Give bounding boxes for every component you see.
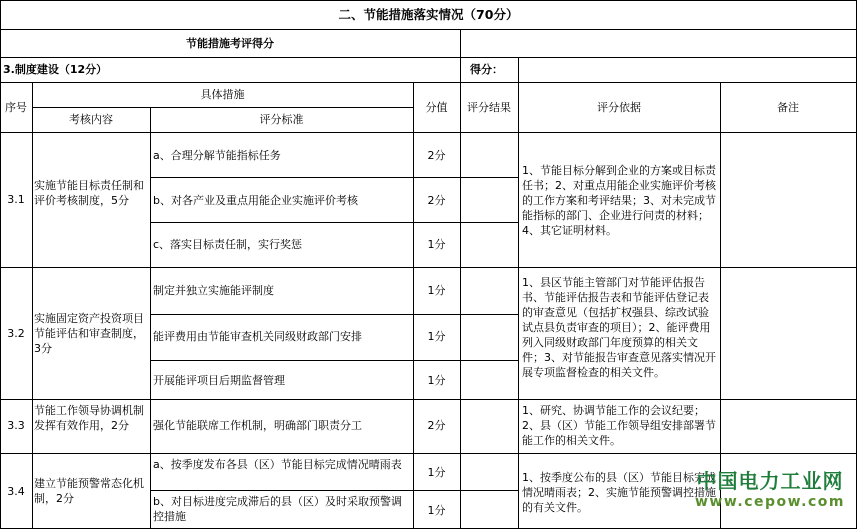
grid-line — [150, 177, 518, 178]
row-seq: 3.3 — [7, 419, 25, 432]
grid-line — [150, 314, 518, 315]
row-seq: 3.1 — [7, 193, 25, 206]
points-value: 1分 — [427, 330, 446, 343]
standard-item: b、对各产业及重点用能企业实施评价考核 — [153, 194, 358, 207]
grid-line — [0, 0, 857, 1]
row-basis: 1、研究、协调节能工作的会议纪要；2、县（区）节能工作领导组安排部署节能工作的相关文件。 — [522, 404, 716, 447]
section-name: 3.制度建设（12分） — [3, 63, 108, 76]
points-value: 2分 — [427, 194, 446, 207]
grid-line — [0, 132, 857, 133]
grid-line — [0, 29, 857, 30]
grid-line — [0, 57, 857, 58]
section-subtitle: 节能措施考评得分 — [186, 37, 274, 50]
watermark-logo — [695, 469, 845, 511]
points-value: 2分 — [427, 419, 446, 432]
standard-item: a、合理分解节能指标任务 — [153, 149, 281, 162]
points-value: 1分 — [427, 238, 446, 251]
watermark-cn: 中国电力工业网 — [696, 469, 844, 493]
row-seq: 3.2 — [7, 327, 25, 340]
row-basis: 1、节能目标分解到企业的方案或目标责任书；2、对重点用能企业实施评价考核的工作方案和考评结果；3、对未完成节能指标的部门、企业进行问责的材料；4、其它证明材料。 — [522, 164, 716, 237]
watermark-url: www.cepow.com — [694, 494, 845, 510]
page-title: 二、节能措施落实情况（70分） — [338, 7, 519, 22]
header-content: 考核内容 — [69, 113, 113, 126]
header-points: 分值 — [425, 101, 448, 114]
grid-line — [150, 490, 518, 491]
points-value: 1分 — [427, 466, 446, 479]
grid-line — [0, 453, 857, 454]
standard-item: b、对目标进度完成滞后的县（区）及时采取预警调控措施 — [153, 495, 402, 523]
grid-line — [32, 82, 33, 529]
grid-line — [0, 82, 857, 83]
grid-line — [150, 222, 518, 223]
standard-item: 能评费用由节能审查机关同级财政部门安排 — [153, 330, 362, 343]
standard-item: 强化节能联席工作机制，明确部门职责分工 — [153, 419, 362, 432]
grid-line — [518, 57, 519, 529]
grid-line — [32, 107, 413, 108]
standard-item: c、落实目标责任制，实行奖惩 — [153, 238, 303, 251]
points-value: 1分 — [427, 504, 446, 517]
grid-line — [0, 0, 1, 529]
grid-line — [720, 82, 721, 529]
standard-item: 开展能评项目后期监督管理 — [153, 374, 285, 387]
row-basis: 1、县区节能主管部门对节能评估报告书、节能评估报告表和节能评估登记表的审查意见（包括扩权强县、综改试验试点县负责审查的项目）；2、能评费用列入同级财政部门年度预算的相关文件；3、对节能报告审查意见落实情况开展专项监督检查的相关文件。 — [522, 276, 716, 379]
row-content: 实施固定资产投资项目节能评估和审查制度，3分 — [34, 312, 144, 355]
row-content: 建立节能预警常态化机制，2分 — [34, 477, 144, 505]
points-value: 2分 — [427, 149, 446, 162]
header-basis: 评分依据 — [597, 101, 641, 114]
header-result: 评分结果 — [467, 101, 511, 114]
header-measures: 具体措施 — [200, 88, 245, 101]
score-label: 得分： — [470, 63, 503, 76]
row-basis: 1、按季度公布的县（区）节能目标完成情况晴雨表；2、实施节能预警调控措施的有关文件。 — [522, 471, 716, 514]
grid-line — [0, 267, 857, 268]
grid-line — [0, 399, 857, 400]
grid-line — [150, 360, 518, 361]
grid-line — [150, 107, 151, 529]
header-seq: 序号 — [5, 101, 27, 114]
points-value: 1分 — [427, 284, 446, 297]
points-value: 1分 — [427, 374, 446, 387]
row-seq: 3.4 — [7, 485, 25, 498]
standard-item: a、按季度发布各县（区）节能目标完成情况晴雨表 — [153, 458, 402, 471]
header-standard: 评分标准 — [259, 113, 304, 126]
row-content: 实施节能目标责任制和评价考核制度，5分 — [34, 179, 144, 207]
standard-item: 制定并独立实施能评制度 — [153, 284, 274, 297]
header-remark: 备注 — [777, 101, 799, 114]
row-content: 节能工作领导协调机制发挥有效作用，2分 — [34, 404, 144, 432]
